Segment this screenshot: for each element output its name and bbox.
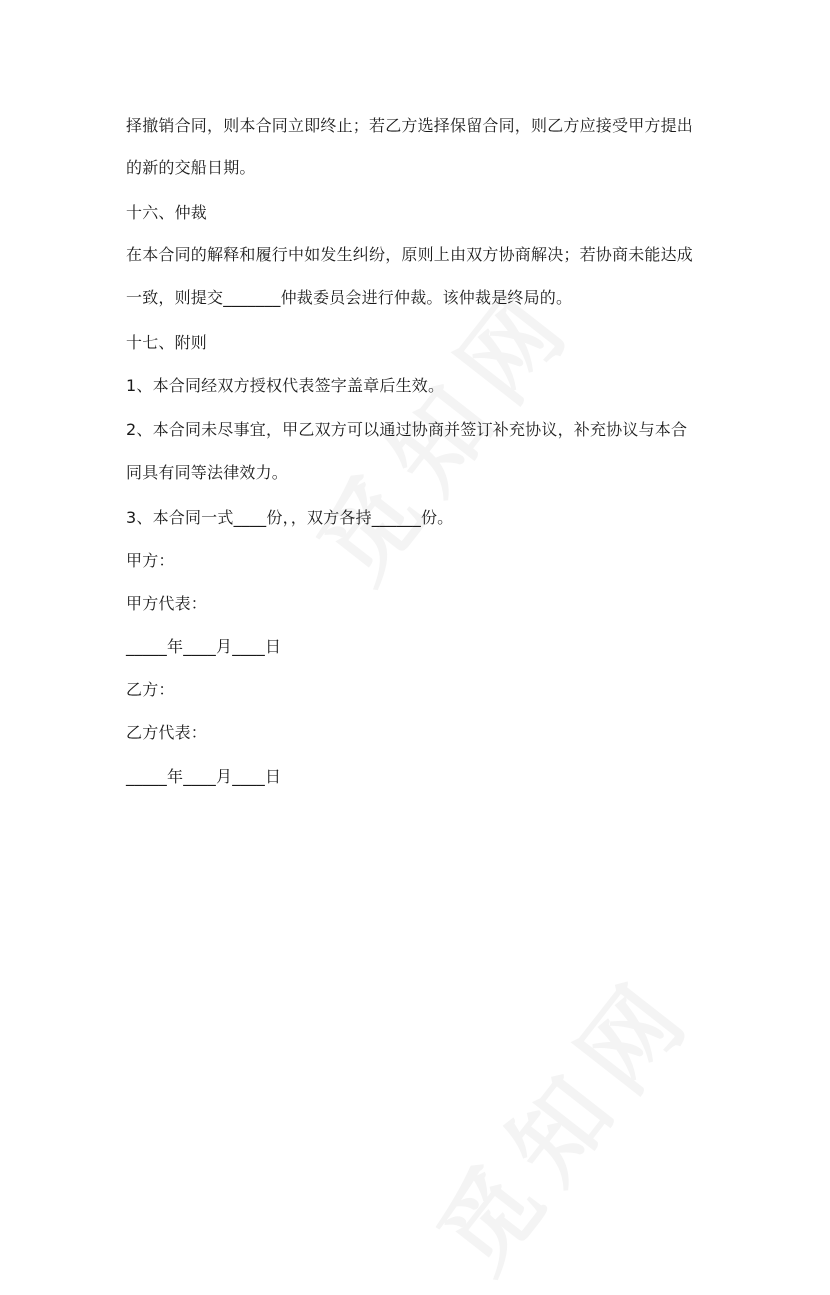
party-b-label: 乙方： (126, 680, 175, 699)
clause-2-line-1: 2、本合同未尽事宜，甲乙双方可以通过协商并签订补充协议，补充协议与本合 (126, 420, 688, 439)
paragraph-line-arbitration-2: 一致，则提交_______仲裁委员会进行仲裁。该仲裁是终局的。 (126, 288, 573, 307)
paragraph-line-termination-2: 的新的交船日期。 (126, 158, 256, 177)
party-b-date-line: _____年____月____日 (126, 767, 282, 786)
party-a-representative-label: 甲方代表： (126, 594, 208, 613)
clause-1: 1、本合同经双方授权代表签字盖章后生效。 (126, 376, 445, 395)
clause-2-line-2: 同具有同等法律效力。 (126, 463, 289, 482)
watermark-bottom (402, 942, 721, 1295)
paragraph-line-termination-1: 择撤销合同，则本合同立即终止；若乙方选择保留合同，则乙方应接受甲方提出 (126, 116, 694, 135)
party-a-date-line: _____年____月____日 (126, 637, 282, 656)
party-a-label: 甲方： (126, 551, 175, 570)
section-heading-arbitration: 十六、仲裁 (126, 203, 208, 222)
clause-3: 3、本合同一式____份，，双方各持______份。 (126, 508, 454, 527)
party-b-representative-label: 乙方代表： (126, 723, 208, 742)
paragraph-line-arbitration-1: 在本合同的解释和履行中如发生纠纷，原则上由双方协商解决；若协商未能达成 (126, 245, 694, 264)
section-heading-supplementary: 十七、附则 (126, 333, 208, 352)
